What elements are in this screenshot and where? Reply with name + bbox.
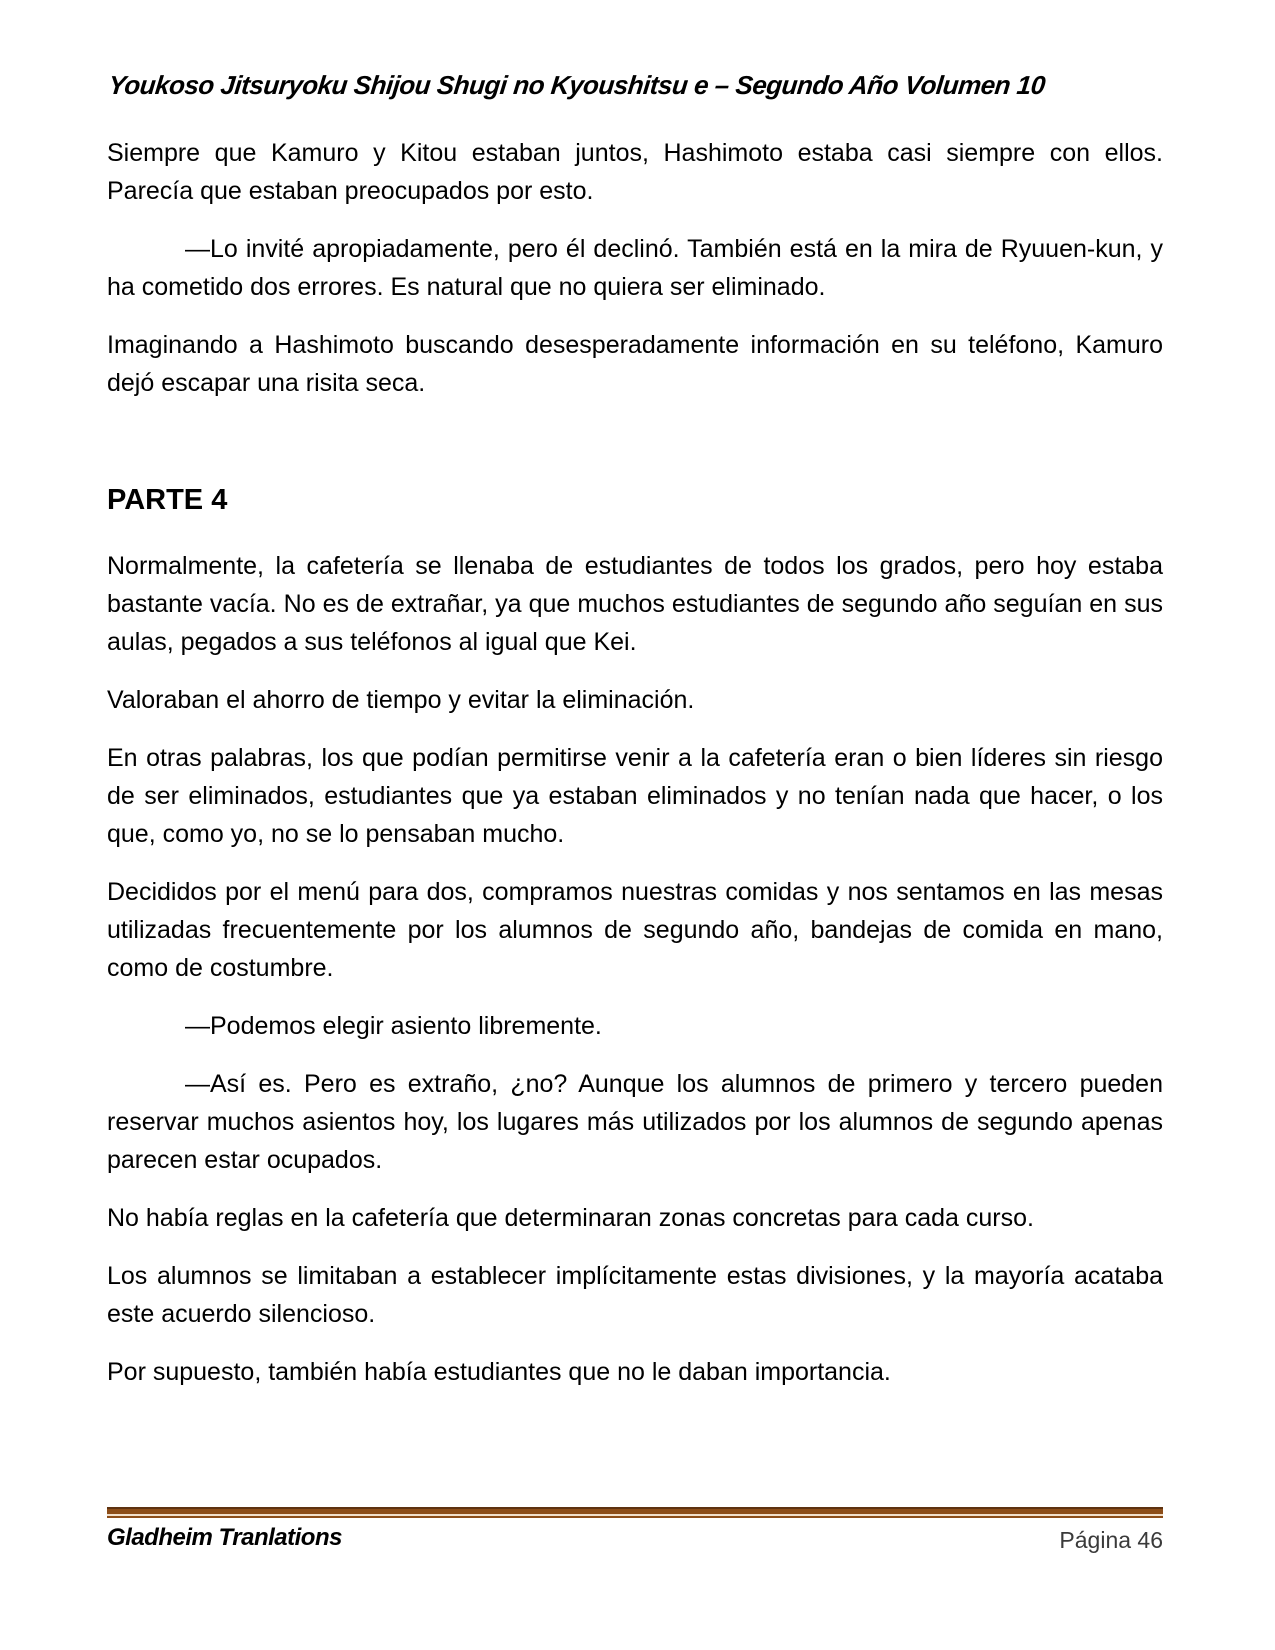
translator-credit-label: Gladheim Tranlations — [107, 1524, 342, 1551]
body-paragraph: Normalmente, la cafetería se llenaba de estudiantes de todos los grados, pero hoy estaba bastante vacía. No es de extrañar, ya que muchos estudiantes de segundo año seguían en sus aulas, pegados a sus teléfonos al igual que Kei. — [107, 552, 1163, 656]
body-paragraph: Los alumnos se limitaban a establecer implícitamente estas divisiones, y la mayoría acataba este acuerdo silencioso. — [107, 1262, 1163, 1328]
body-paragraph: En otras palabras, los que podían permitirse venir a la cafetería eran o bien líderes sin riesgo de ser eliminados, estudiantes que ya estaban eliminados y no tenían nada que hacer, o los que, como yo, no se lo pensaban mucho. — [107, 744, 1163, 848]
body-paragraph: Decididos por el menú para dos, compramos nuestras comidas y nos sentamos en las mesas utilizadas frecuentemente por los alumnos de segundo año, bandejas de comida en mano, como de costumbre. — [107, 878, 1163, 982]
section-heading: PARTE 4 — [107, 484, 228, 516]
body-paragraph: Imaginando a Hashimoto buscando desesperadamente información en su teléfono, Kamuro dejó escapar una risita seca. — [107, 331, 1163, 397]
page-body — [107, 134, 1163, 1411]
body-paragraph: Siempre que Kamuro y Kitou estaban juntos, Hashimoto estaba casi siempre con ellos. Parecía que estaban preocupados por esto. — [107, 139, 1163, 205]
body-paragraph: No había reglas en la cafetería que determinaran zonas concretas para cada curso. — [107, 1204, 1034, 1232]
body-paragraph: Por supuesto, también había estudiantes que no le daban importancia. — [107, 1358, 891, 1386]
header-title: Youkoso Jitsuryoku Shijou Shugi no Kyoushitsu e – Segundo Año Volumen 10 — [107, 70, 1047, 100]
body-paragraph: Valoraban el ahorro de tiempo y evitar la eliminación. — [107, 686, 695, 714]
page-number: Página 46 — [1059, 1527, 1163, 1553]
page-header — [107, 70, 1163, 101]
footer-divider-rule — [107, 1507, 1163, 1518]
dialogue-paragraph: —Podemos elegir asiento libremente. — [185, 1012, 602, 1040]
translator-credit — [107, 1524, 342, 1552]
dialogue-paragraph: —Lo invité apropiadamente, pero él declinó. También está en la mira de Ryuuen-kun, y ha cometido dos errores. Es natural que no quiera ser eliminado. — [107, 235, 1163, 301]
dialogue-paragraph: —Así es. Pero es extraño, ¿no? Aunque los alumnos de primero y tercero pueden reservar muchos asientos hoy, los lugares más utilizados por los alumnos de segundo apenas parecen estar ocupados. — [107, 1070, 1163, 1174]
